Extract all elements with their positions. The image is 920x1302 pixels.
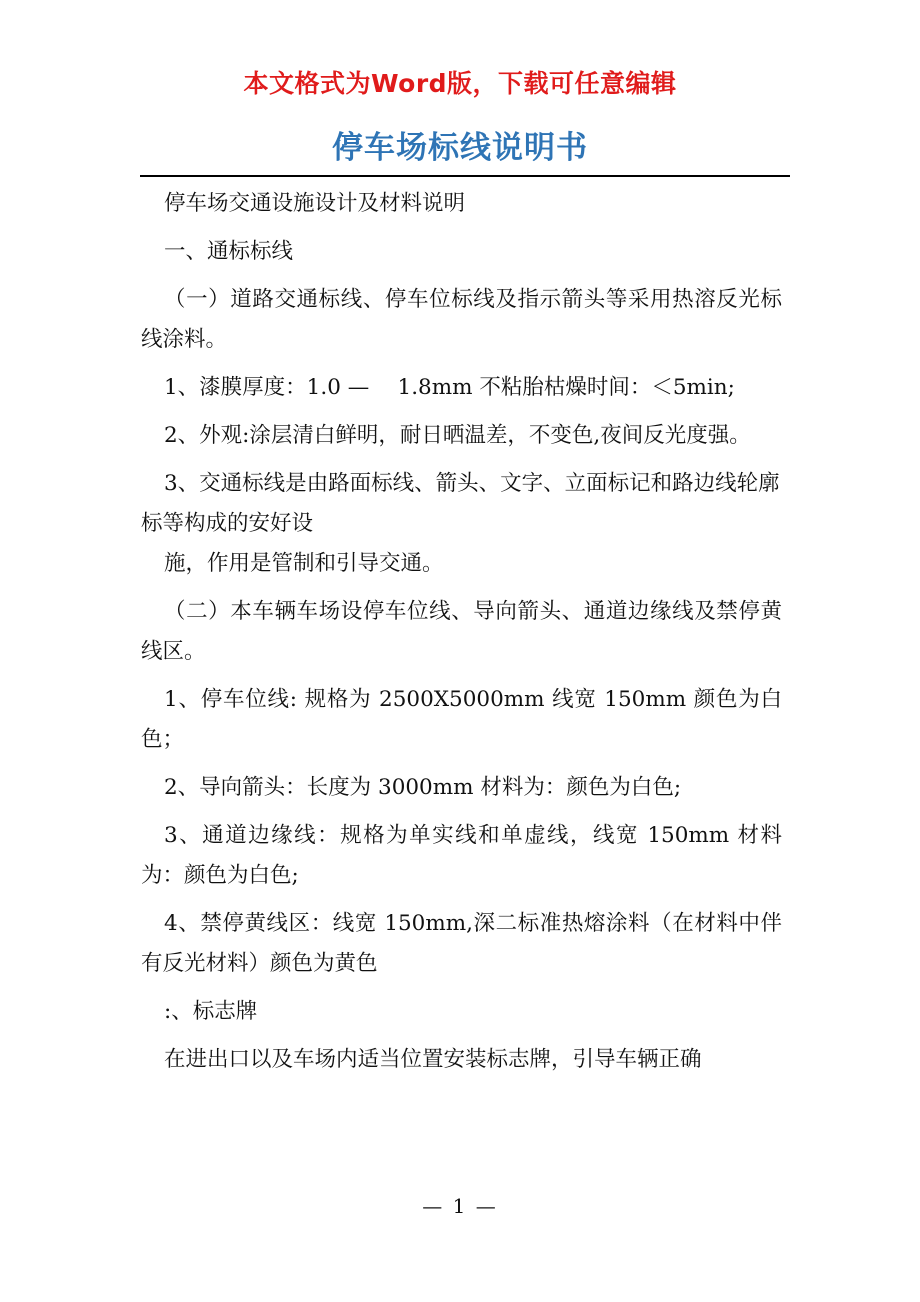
heading-section-2: :、标志牌: [164, 999, 258, 1024]
paragraph-item-2-3: 3、通道边缘线：规格为单实线和单虚线，线宽 150mm 材料为：颜色为白色;: [141, 823, 782, 888]
paragraph-item-1-3: 3、交通标线是由路面标线、箭头、文字、立面标记和路边线轮廓标等构成的安好设: [141, 471, 780, 536]
paragraph-intro: 停车场交通设施设计及材料说明: [164, 191, 466, 216]
download-banner: 本文格式为Word版，下载可任意编辑: [243, 69, 677, 98]
document-body: [141, 184, 782, 1088]
paragraph-item-2-4: 4、禁停黄线区：线宽 150mm,深二标准热熔涂料（在材料中伴有反光材料）颜色为黄色: [141, 911, 782, 976]
paragraph-signs: 在进出口以及车场内适当位置安装标志牌，引导车辆正确: [164, 1047, 702, 1072]
heading-section-1: 一、通标标线: [164, 239, 294, 264]
paragraph-item-2-2: 2、导向箭头：长度为 3000mm 材料为：颜色为白色;: [164, 775, 682, 800]
document-title: 停车场标线说明书: [332, 130, 588, 166]
paragraph-item-1-1: 1、漆膜厚度：1.0 — 1.8mm 不粘胎枯燥时间：＜5min;: [164, 375, 735, 400]
paragraph-item-2-1: 1、停车位线: 规格为 2500X5000mm 线宽 150mm 颜色为白色；: [141, 687, 782, 752]
paragraph-item-1-3-cont: 施，作用是管制和引导交通。: [164, 551, 444, 576]
page-number: — 1 —: [422, 1194, 498, 1218]
paragraph-subsection-2: （二）本车辆车场设停车位线、导向箭头、通道边缘线及禁停黄线区。: [141, 599, 782, 664]
paragraph-item-1-2: 2、外观:涂层清白鲜明，耐日晒温差，不变色,夜间反光度强。: [164, 423, 751, 448]
paragraph-subsection-1: （一）道路交通标线、停车位标线及指示箭头等采用热溶反光标线涂料。: [141, 287, 782, 352]
title-divider: [140, 175, 790, 177]
